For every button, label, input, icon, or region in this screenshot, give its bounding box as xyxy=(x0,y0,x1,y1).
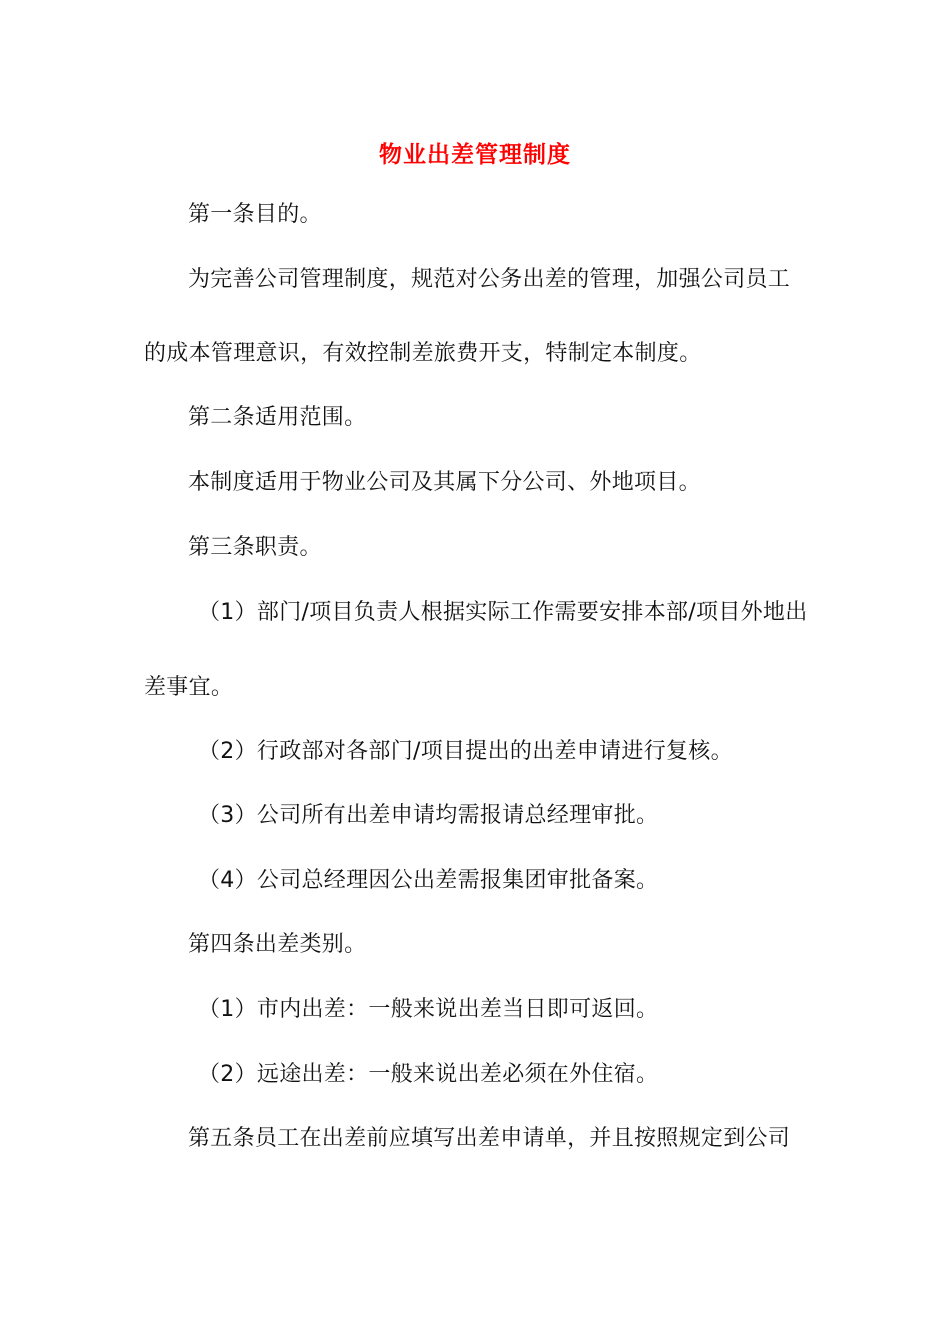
paragraph-line: 为完善公司管理制度，规范对公务出差的管理，加强公司员工 xyxy=(188,267,791,292)
article-2-heading: 第二条适用范围。 xyxy=(188,405,367,430)
paragraph-line: 差事宜。 xyxy=(144,675,234,700)
article-3-heading: 第三条职责。 xyxy=(188,535,322,560)
list-item-line: （3）公司所有出差申请均需报请总经理审批。 xyxy=(198,803,659,828)
list-item-line: （2）行政部对各部门/项目提出的出差申请进行复核。 xyxy=(198,739,733,764)
list-item-line: （1）部门/项目负责人根据实际工作需要安排本部/项目外地出 xyxy=(198,600,808,625)
document-title: 物业出差管理制度 xyxy=(379,142,571,168)
list-item-line: （4）公司总经理因公出差需报集团审批备案。 xyxy=(198,868,659,893)
paragraph-line: 本制度适用于物业公司及其属下分公司、外地项目。 xyxy=(188,470,701,495)
list-item-line: （1）市内出差：一般来说出差当日即可返回。 xyxy=(198,997,659,1022)
article-1-heading: 第一条目的。 xyxy=(188,202,322,227)
article-5-line: 第五条员工在出差前应填写出差申请单，并且按照规定到公司 xyxy=(188,1126,791,1151)
article-4-heading: 第四条出差类别。 xyxy=(188,932,367,957)
list-item-line: （2）远途出差：一般来说出差必须在外住宿。 xyxy=(198,1062,659,1087)
paragraph-line: 的成本管理意识，有效控制差旅费开支，特制定本制度。 xyxy=(144,341,702,366)
